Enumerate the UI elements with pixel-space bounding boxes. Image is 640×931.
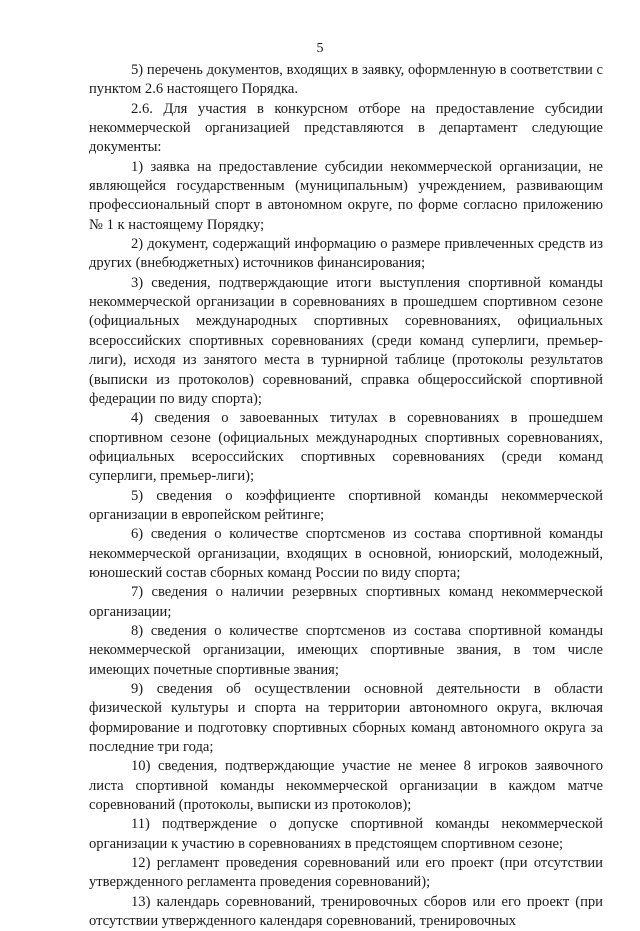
page-number: 5 — [316, 41, 324, 56]
paragraph-item-3: 3) сведения, подтверждающие итоги выступления спортивной команды некоммерческой организации в соревнованиях в прошедшем спортивном сезоне (официальных международных спортивных соревнованиях, официальных всероссийских спортивных соревнованиях (среди команд суперлиги, премьер-лиги), исходя из занятого места в турнирной таблице (протоколы результатов (выписки из протоколов) соревнований, справка общероссийской спортивной федерации по виду спорта); — [89, 274, 603, 407]
document-body — [89, 61, 603, 931]
paragraph-item-5b: 5) сведения о коэффициенте спортивной команды некоммерческой организации в европейском рейтинге; — [89, 487, 603, 523]
paragraph-item-12: 12) регламент проведения соревнований или его проект (при отсутствии утвержденного регламента проведения соревнований); — [89, 855, 603, 891]
paragraph-section-2-6: 2.6. Для участия в конкурсном отборе на предоставление субсидии некоммерческой организацией представляются в департамент следующие документы: — [89, 100, 603, 156]
paragraph-item-10: 10) сведения, подтверждающие участие не менее 8 игроков заявочного листа спортивной команды некоммерческой организации в каждом матче соревнований (протоколы, выписки из протоколов); — [89, 758, 603, 814]
paragraph-item-7: 7) сведения о наличии резервных спортивных команд некоммерческой организации; — [89, 584, 603, 620]
paragraph-item-11: 11) подтверждение о допуске спортивной команды некоммерческой организации к участию в соревнованиях в предстоящем спортивном сезоне; — [89, 816, 603, 852]
paragraph-item-9: 9) сведения об осуществлении основной деятельности в области физической культуры и спорта на территории автономного округа, включая формирование и подготовку спортивных сборных команд автономного округа за последние три года; — [89, 681, 603, 756]
paragraph-item-8: 8) сведения о количестве спортсменов из состава спортивной команды некоммерческой организации, имеющих спортивные звания, в том числе имеющих почетные спортивные звания; — [89, 622, 603, 678]
paragraph-item-6: 6) сведения о количестве спортсменов из состава спортивной команды некоммерческой организации, входящих в основной, юниорский, молодежный, юношеский состав сборных команд России по виду спорта; — [89, 526, 603, 581]
paragraph-item-2: 2) документ, содержащий информацию о размере привлеченных средств из других (внебюджетных) источников финансирования; — [89, 236, 603, 272]
paragraph-item-5: 5) перечень документов, входящих в заявку, оформленную в соответствии с пунктом 2.6 настоящего Порядка. — [89, 62, 603, 98]
paragraph-item-1: 1) заявка на предоставление субсидии некоммерческой организации, не являющейся государственным (муниципальным) учреждением, развивающим профессиональный спорт в автономном округе, по форме согласно приложению № 1 к настоящему Порядку; — [89, 158, 603, 233]
paragraph-item-13: 13) календарь соревнований, тренировочных сборов или его проект (при отсутствии утвержденного календаря соревнований, тренировочных — [89, 893, 603, 930]
paragraph-item-4: 4) сведения о завоеванных титулах в соревнованиях в прошедшем спортивном сезоне (официальных международных спортивных соревнованиях, официальных всероссийских спортивных соревнованиях (среди команд суперлиги, премьер-лиги); — [89, 410, 603, 485]
